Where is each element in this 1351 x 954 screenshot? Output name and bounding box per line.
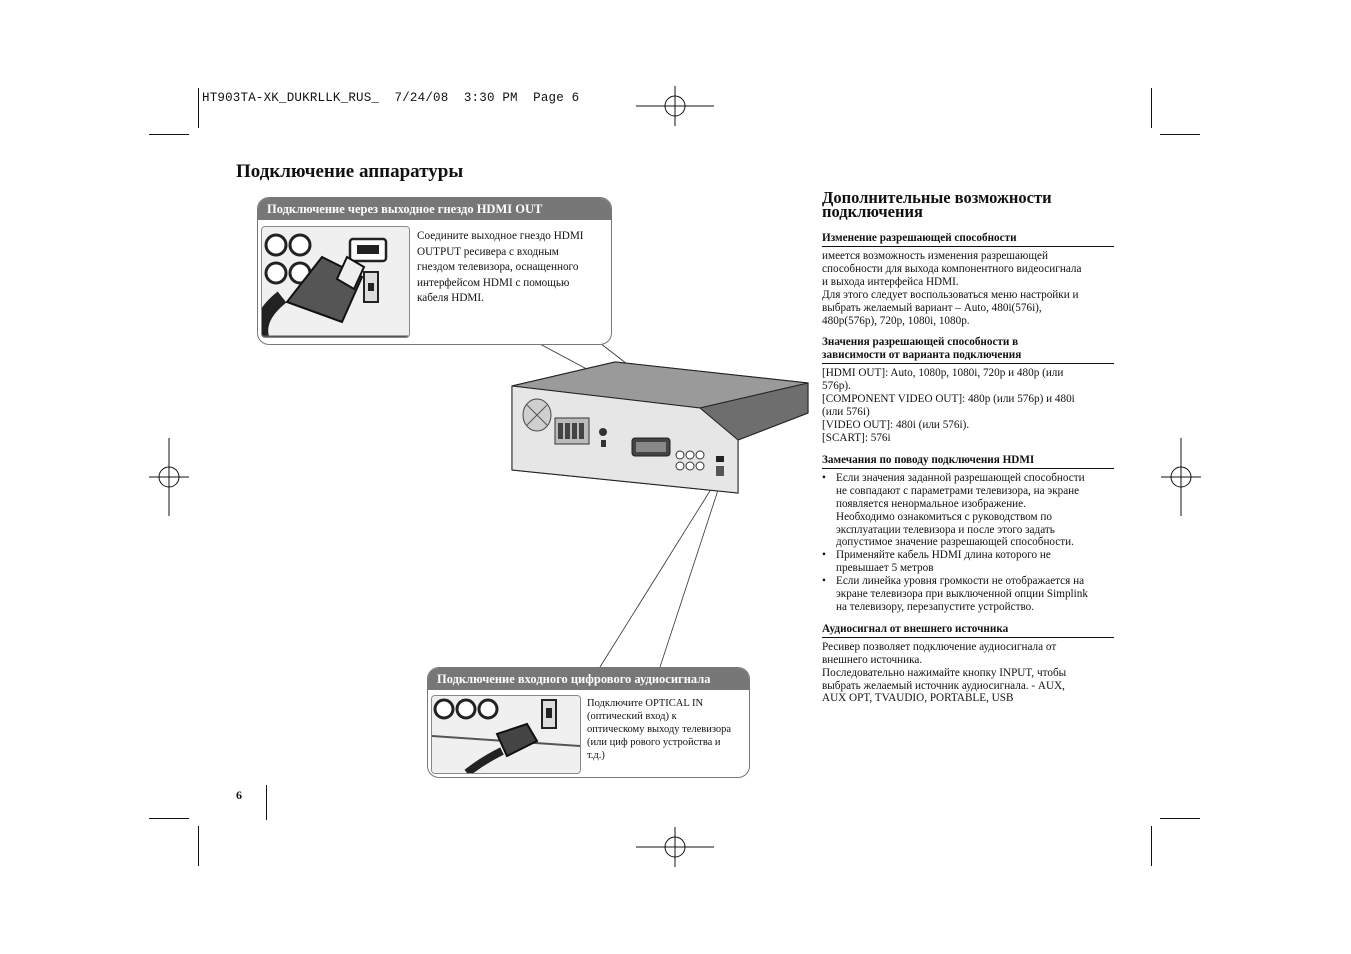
text-line: допустимое значение разрешающей способности.: [836, 536, 1074, 549]
text-line: Ресивер позволяет подключение аудиосигнала от: [822, 640, 1057, 653]
optical-instructions: [587, 697, 731, 762]
hdmi-notes-heading: Замечания по поводу подключения HDMI: [822, 454, 1114, 469]
text-line: Последовательно нажимайте кнопку INPUT, чтобы: [822, 666, 1067, 679]
section-title: [822, 188, 1114, 221]
text-line: [HDMI OUT]: Auto, 1080p, 1080i, 720p и 480p (или: [822, 367, 1064, 380]
text-line: (или 576i): [822, 406, 870, 419]
text-line: • Применяйте кабель HDMI длина которого не: [836, 549, 1051, 562]
text-line: на телевизору, перезапустите устройство.: [836, 600, 1035, 613]
additional-features-column: [822, 188, 1114, 705]
list-item: [822, 575, 1114, 614]
text-line: выбрать желаемый вариант – Auto, 480i(576i),: [822, 301, 1042, 314]
page-title: Подключение аппаратуры: [236, 161, 464, 182]
optical-panel-heading: Подключение входного цифрового аудиосигнала: [428, 668, 749, 690]
page-number: 6: [236, 788, 242, 802]
text-line: (или циф рового устройства и: [587, 737, 721, 748]
list-item: [822, 549, 1114, 575]
hdmi-connection-panel: [257, 197, 612, 345]
hdmi-instructions: [417, 229, 584, 307]
hdmi-notes-list: [822, 472, 1114, 614]
text-line: т.д.): [587, 750, 605, 761]
hdmi-plug-icon: [262, 227, 409, 337]
heading-line: Значения разрешающей способности в: [822, 336, 1019, 349]
text-line: гнездом телевизора, оснащенного: [417, 261, 579, 273]
text-line: и выхода интерфейса HDMI.: [822, 275, 959, 288]
text-line: превышает 5 метров: [836, 562, 934, 575]
text-line: 576p).: [822, 380, 851, 393]
external-audio-text: [822, 641, 1114, 706]
text-line: AUX OPT, TVAUDIO, PORTABLE, USB: [822, 692, 1014, 705]
text-line: появляется ненормальное изображение.: [836, 497, 1026, 510]
text-line: [SCART]: 576i: [822, 431, 891, 444]
text-line: 480p(576p), 720p, 1080i, 1080p.: [822, 314, 970, 327]
text-line: экране телевизора при выключенной опции Simplink: [836, 588, 1088, 601]
text-line: оптическому выходу телевизора: [587, 724, 732, 735]
hdmi-cable-illustration: [261, 226, 410, 338]
text-line: • Если значения заданной разрешающей способности: [836, 471, 1085, 484]
heading-line: зависимости от варианта подключения: [822, 349, 1022, 362]
text-line: кабеля HDMI.: [417, 292, 484, 304]
resolution-change-text: [822, 250, 1114, 327]
text-line: способности для выхода компонентного видеосигнала: [822, 262, 1082, 275]
print-slug: HT903TA-XK_DUKRLLK_RUS_ 7/24/08 3:30 PM Page 6: [202, 91, 580, 105]
optical-cable-illustration: [431, 695, 581, 774]
text-line: имеется возможность изменения разрешающей: [822, 250, 1048, 262]
text-line: внешнего источника.: [822, 653, 923, 666]
text-line: интерфейсом HDMI с помощью: [417, 276, 570, 289]
optical-plug-icon: [432, 696, 580, 773]
text-line: Необходимо ознакомиться с руководством по: [836, 510, 1053, 523]
text-line: (оптический вход) к: [587, 711, 677, 722]
text-line: [COMPONENT VIDEO OUT]: 480p (или 576p) и 480i: [822, 393, 1075, 406]
optical-connection-panel: [427, 667, 750, 778]
section-title-line: подключения: [822, 201, 923, 221]
text-line: OUTPUT ресивера с входным: [417, 245, 559, 258]
resolution-change-heading: Изменение разрешающей способности: [822, 232, 1114, 247]
text-line: Соедините выходное гнездо HDMI: [417, 230, 584, 242]
external-audio-heading: Аудиосигнал от внешнего источника: [822, 623, 1114, 638]
section-title-line: Дополнительные возможности: [822, 188, 1052, 207]
text-line: эксплуатации телевизора и после этого задать: [836, 523, 1055, 536]
text-line: Подключите OPTICAL IN: [587, 698, 704, 709]
text-line: [VIDEO OUT]: 480i (или 576i).: [822, 419, 970, 432]
text-line: • Если линейка уровня громкости не отображается на: [836, 575, 1085, 588]
resolution-values-heading: [822, 336, 1114, 364]
hdmi-panel-heading: Подключение через выходное гнездо HDMI OUT: [258, 198, 611, 220]
text-line: не совпадают с параметрами телевизора, на экране: [836, 484, 1080, 497]
resolution-values-text: [822, 367, 1114, 444]
text-line: Для этого следует воспользоваться меню настройки и: [822, 288, 1079, 301]
list-item: [822, 472, 1114, 549]
text-line: выбрать желаемый источник аудиосигнала. - AUX,: [822, 679, 1065, 692]
